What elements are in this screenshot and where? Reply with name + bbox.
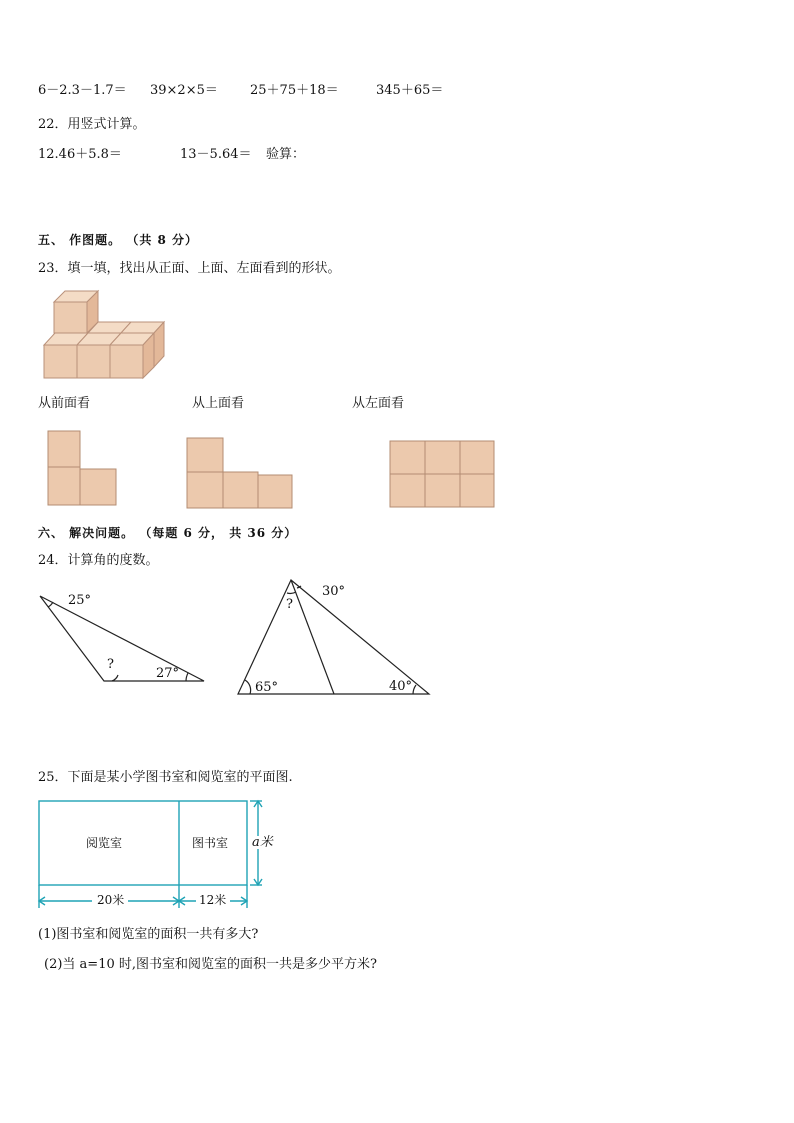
cube-front [77, 345, 110, 378]
cube-front [44, 345, 77, 378]
front-view-shape [48, 431, 116, 505]
calc-item-3: 25＋75＋18＝ [250, 83, 339, 98]
tri2-right-angle-label: 40° [389, 679, 413, 694]
left-view-shape [390, 441, 494, 507]
section-5-heading: 五、 作图题。 （共 8 分） [38, 233, 199, 247]
calc-item-4: 345＋65＝ [376, 83, 444, 98]
triangle-1 [40, 593, 204, 681]
view-label-left: 从左面看 [352, 396, 405, 411]
angle-arc [48, 602, 53, 607]
tri2-top-angle-label: 30° [322, 584, 346, 599]
angle-arc [413, 685, 416, 694]
question-23-title: 23．填一填，找出从正面、上面、左面看到的形状。 [38, 261, 341, 276]
view-label-front: 从前面看 [38, 396, 91, 411]
top-view-shape [187, 438, 292, 508]
calc-item-1: 6－2.3－1.7＝ [38, 83, 127, 98]
tri1-right-angle-label: 27° [156, 666, 180, 681]
library-label: 图书室 [192, 836, 229, 850]
width-left-label: 20米 [97, 893, 125, 907]
q25-subquestion-2: (2)当 a=10 时,图书室和阅览室的面积一共是多少平方米? [44, 957, 377, 972]
cube-front [110, 345, 143, 378]
question-24-title: 24．计算角的度数。 [38, 553, 159, 568]
height-label: a米 [252, 835, 273, 850]
q25-subquestion-1: (1)图书室和阅览室的面积一共有多大? [38, 927, 259, 942]
angle-arc [245, 680, 251, 694]
tri1-unknown-label: ? [107, 657, 114, 672]
view-label-top: 从上面看 [192, 396, 245, 411]
calc-item-2: 39×2×5＝ [150, 83, 218, 98]
tri2-unknown-label: ? [286, 597, 293, 612]
q22-check: 验算： [266, 147, 306, 162]
width-right-label: 12米 [199, 893, 227, 907]
section-6-heading: 六、 解决问题。 （每题 6 分， 共 36 分） [38, 526, 298, 540]
question-25-title: 25．下面是某小学图书室和阅览室的平面图. [38, 770, 293, 785]
tri2-left-angle-label: 65° [255, 680, 279, 695]
tri1-top-angle-label: 25° [68, 593, 92, 608]
reading-room-label: 阅览室 [86, 836, 123, 850]
question-22-title: 22．用竖式计算。 [38, 117, 146, 132]
q22-item-2: 13－5.64＝ [180, 147, 252, 162]
floor-plan [39, 801, 262, 908]
cube-stack [44, 291, 164, 378]
cube-top-front [54, 302, 87, 333]
angle-arc [287, 592, 296, 593]
angle-arc [186, 673, 188, 681]
q22-item-1: 12.46＋5.8＝ [38, 147, 122, 162]
angle-arc [112, 675, 118, 681]
